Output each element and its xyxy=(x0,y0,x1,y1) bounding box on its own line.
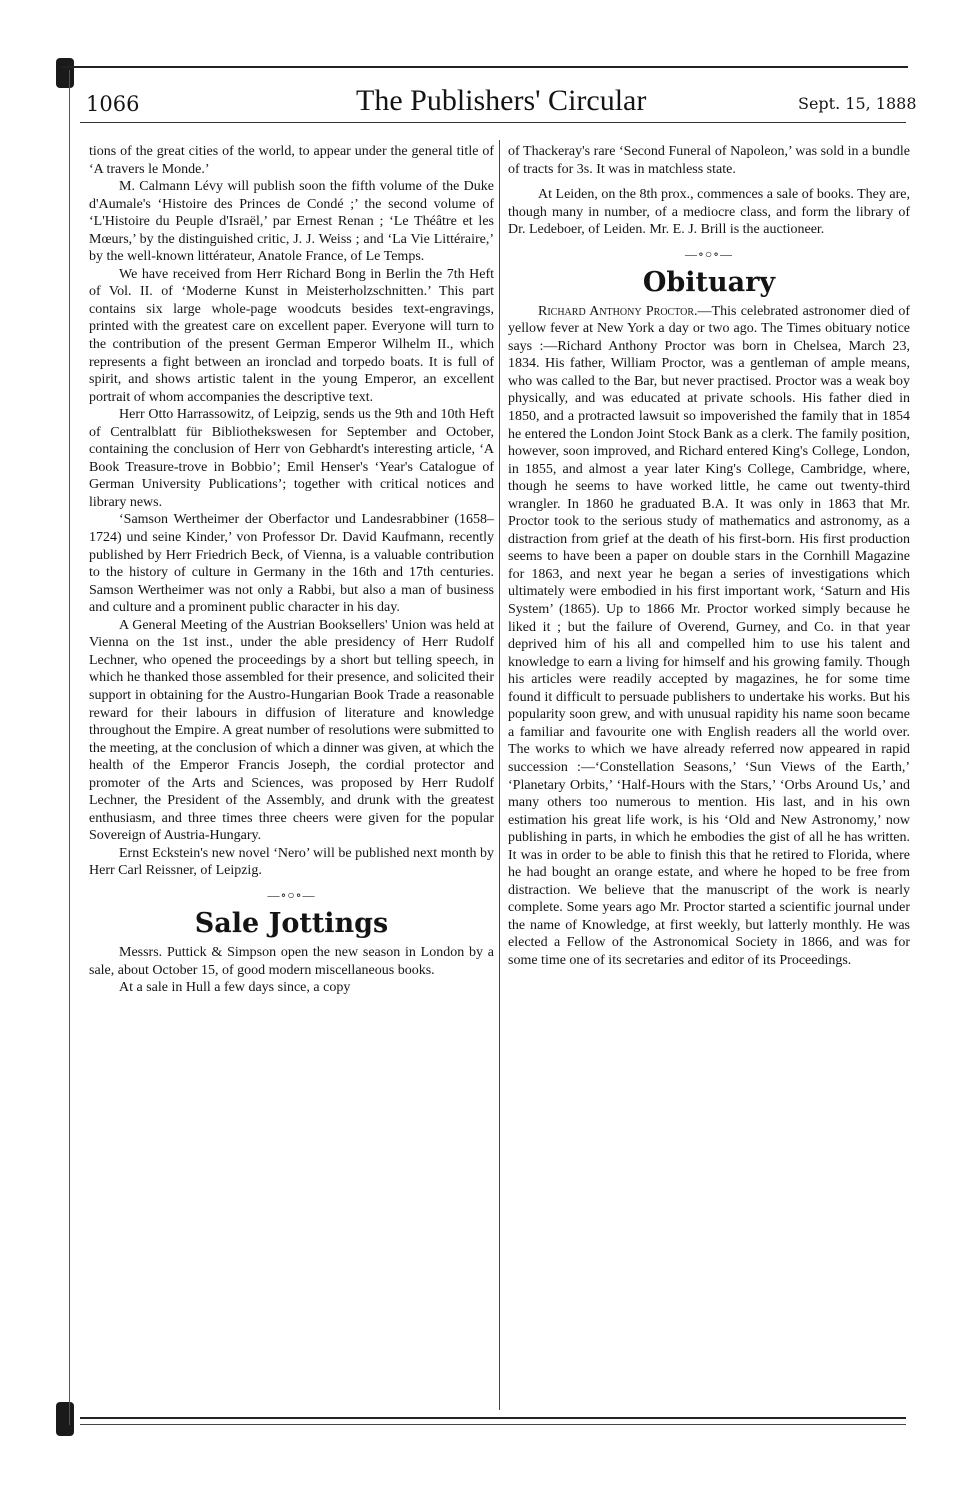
paragraph: ‘Samson Wertheimer der Oberfactor und Landesrabbiner (1658–1724) und seine Kinder,’ von Professor Dr. David Kaufmann, recently published by Herr Friedrich Beck, of Vienna, is a valuable contribution to the history of culture in Germany in the 16th and 17th centuries. Samson Wertheimer was not only a Rabbi, but also a man of business and culture and a prominent public character in his day. xyxy=(89,512,494,616)
page-edge-rule xyxy=(69,70,70,1425)
publication-title: The Publishers' Circular xyxy=(356,84,647,117)
left-column xyxy=(89,143,494,997)
right-column xyxy=(508,143,910,970)
paragraph: At Leiden, on the 8th prox., commences a sale of books. They are, though many in number, of a mediocre class, and form the library of Dr. Ledeboer, of Leiden. Mr. E. J. Brill is the auctioneer. xyxy=(508,187,910,238)
page-number: 1066 xyxy=(86,92,140,116)
obituary-name: Richard Anthony Proctor. xyxy=(538,303,698,319)
section-divider: —∘○∘— xyxy=(267,887,316,902)
obituary-text: —This celebrated astronomer died of yellow fever at New York a day or two ago. The Times obituary notice says :—Richard Anthony Proctor was born in Chelsea, March 23, 1834. His father, William Proctor, was a gentleman of ample means, who was called to the Bar, but never practised. Proctor was a weak boy physically, and was educated at private schools. His father died in 1850, and a protracted lawsuit so impoverished the family that in 1854 he entered the London Joint Stock Bank as a clerk. The family position, however, soon improved, and Richard entered King's College, London, in 1855, and almost a year later King's College, Cambridge, where, though he seems to have worked little, he came out twenty-third wrangler. In 1860 he graduated B.A. It was only in 1863 that Mr. Proctor took to the serious study of mathematics and astronomy, as a distraction from grief at the death of his first-born. His first production seems to have been a paper on double stars in the Cornhill Magazine for 1863, and next year he began a series of investigations which ultimately were embodied in his first important work, ‘Saturn and His System’ (1865). Up to 1866 Mr. Proctor worked simply because he liked it ; but the failure of Overend, Gurney, and Co. in that year deprived him of his all and compelled him to use his talent and knowledge to earn a living for himself and his growing family. Though his articles were readily accepted by magazines, he for some time found it difficult to persuade publishers to undertake his works. But his popularity soon grew, and with unusual rapidity his name soon became a familiar and favourite one with English readers all the world over. The works to which we have already referred now appeared in rapid succession :—‘Constellation Seasons,’ ‘Sun Views of the Earth,’ ‘Planetary Orbits,’ ‘Half-Hours with the Stars,’ ‘Orbs Around Us,’ and many others too numerous to mention. His last, and in his own estimation his great life work, is his ‘Old and New Astronomy,’ now publishing in parts, in which he embodies the gist of all he has written. It was in order to be able to finish this that he retired to Florida, where he had bought an orange estate, and where he hoped to be free from distraction. We believe that the manuscript of the work is nearly complete. Some years ago Mr. Proctor started a scientific journal under the name of Knowledge, at first weekly, but latterly monthly. He was elected a Fellow of the Astronomical Society in 1866, and was for some time one of its secretaries and editor of its Proceedings. xyxy=(508,303,910,968)
bottom-rule xyxy=(80,1417,906,1419)
header-rule xyxy=(80,122,906,123)
paragraph: M. Calmann Lévy will publish soon the fifth volume of the Duke d'Aumale's ‘Histoire des Princes de Condé ;’ the second volume of ‘L'Histoire du Peuple d'Israël,’ par Ernest Renan ; ‘Le Théâtre et les Mœurs,’ by the distinguished critic, J. J. Weiss ; and ‘La Vie Littéraire,’ by the well-known littérateur, Anatole France, of Le Temps. xyxy=(89,179,494,265)
binding-edge-mark xyxy=(56,58,74,88)
top-rule xyxy=(62,66,908,68)
obituary-paragraph xyxy=(508,303,910,970)
paragraph: We have received from Herr Richard Bong in Berlin the 7th Heft of Vol. II. of ‘Moderne Kunst in Meisterholzschnitten.’ This part contains six large whole-page woodcuts besides text-engravings, printed with the greatest care on excellent paper. Everyone will turn to the contribution of the present German Emperor Wilhelm II., which represents a fight between an ironclad and torpedo boats. It is full of spirit, and shows artistic talent in the young Emperor, an excellent portrait of whom accompanies the descriptive text. xyxy=(89,266,494,405)
paragraph: of Thackeray's rare ‘Second Funeral of Napoleon,’ was sold in a bundle of tracts for 3s. It was in matchless state. xyxy=(508,144,910,177)
bottom-rule-secondary xyxy=(80,1424,906,1425)
issue-date: Sept. 15, 1888 xyxy=(798,94,917,113)
paragraph: Messrs. Puttick & Simpson open the new season in London by a sale, about October 15, of good modern miscellaneous books. xyxy=(89,944,494,978)
section-heading-obituary: Obituary xyxy=(642,266,776,298)
paragraph: At a sale in Hull a few days since, a copy xyxy=(119,980,351,996)
paragraph: Herr Otto Harrassowitz, of Leipzig, sends us the 9th and 10th Heft of Centralblatt für Bibliothekswesen for September and October, containing the conclusion of Herr von Gebhardt's interesting article, ‘A Book Treasure-trove in Bobbio’; Emil Henser's ‘Year's Catalogue of German University Publications’; together with critical notices and library news. xyxy=(89,407,494,510)
binding-edge-mark xyxy=(56,1402,74,1436)
paragraph: Ernst Eckstein's new novel ‘Nero’ will be published next month by Herr Carl Reissner, of Leipzig. xyxy=(89,845,494,879)
paragraph: A General Meeting of the Austrian Booksellers' Union was held at Vienna on the 1st inst., under the able presidency of Herr Rudolf Lechner, who opened the proceedings by a short but telling speech, in which he thanked those assembled for their presence, and solicited their support in obtaining for the Austro-Hungarian Book Trade a reasonable reward for their labours in diffusion of literature and knowledge throughout the Empire. A great number of resolutions were submitted to the meeting, at the conclusion of which a dinner was given, at which the health of the Emperor Francis Joseph, the cordial protector and promoter of the Arts and Sciences, was proposed by Herr Rudolf Lechner, the President of the Assembly, and drunk with the greatest enthusiasm, and three times three cheers were given for the popular Sovereign of Austria-Hungary. xyxy=(89,617,494,844)
section-heading-sale-jottings: Sale Jottings xyxy=(194,907,389,939)
paragraph: tions of the great cities of the world, to appear under the general title of ‘A travers le Monde.’ xyxy=(89,144,494,177)
section-divider: —∘○∘— xyxy=(684,246,733,261)
column-divider xyxy=(499,140,500,1410)
